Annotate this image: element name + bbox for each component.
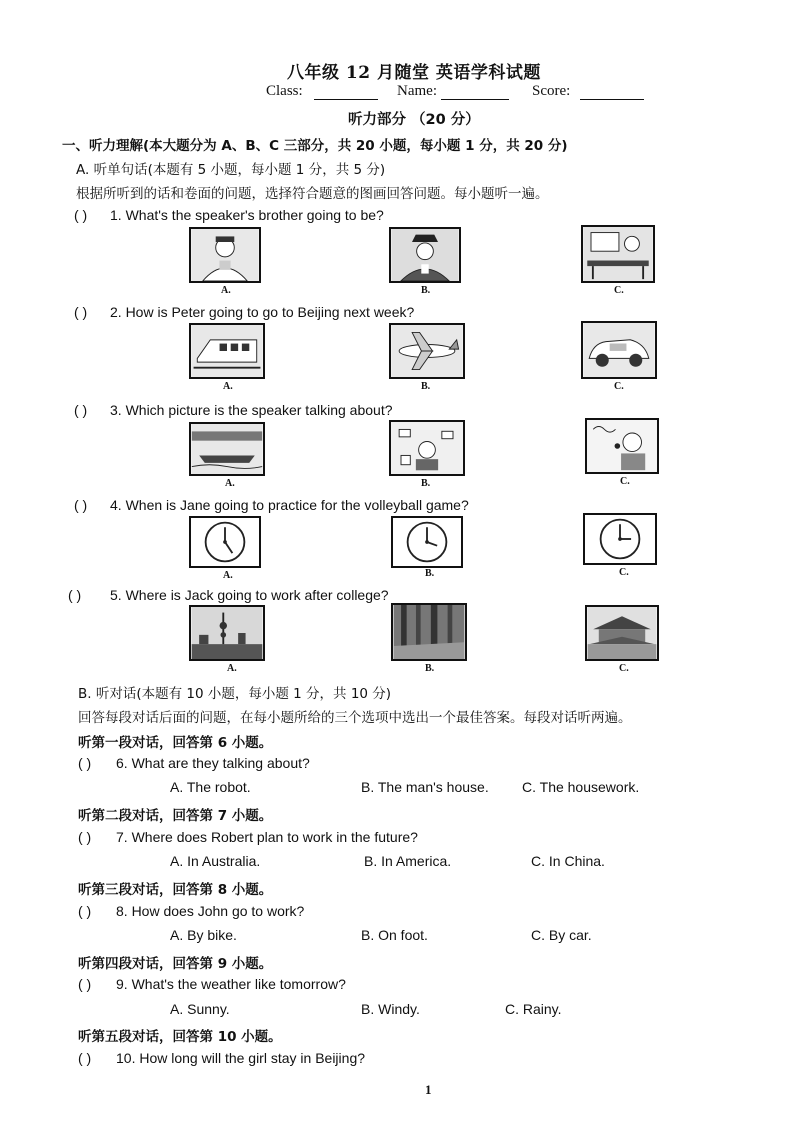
class-blank[interactable] (314, 85, 378, 100)
page-number: 1 (425, 1082, 432, 1097)
option-a[interactable]: A. By bike. (170, 927, 237, 943)
clock-picture[interactable] (391, 516, 463, 568)
option-label-a: A. (225, 478, 235, 489)
option-c[interactable]: C. Rainy. (505, 1001, 562, 1017)
option-label-a: A. (223, 381, 233, 392)
option-label-c: C. (620, 476, 630, 487)
train-picture[interactable] (189, 323, 265, 379)
clock-picture[interactable] (583, 513, 657, 565)
option-label-a: A. (223, 570, 233, 581)
part-b-instruction: 回答每段对话后面的问题，在每小题所给的三个选项中选出一个最佳答案。每段对话听两遍。 (78, 710, 632, 726)
option-label-c: C. (614, 381, 624, 392)
dialogue-intro: 听第一段对话，回答第 6 小题。 (78, 735, 273, 751)
question-6: 6. What are they talking about? (116, 755, 310, 771)
car-picture[interactable] (581, 321, 657, 379)
option-label-b: B. (421, 381, 431, 392)
boat-on-river-picture[interactable] (189, 422, 265, 476)
option-b[interactable]: B. The man's house. (361, 779, 489, 795)
child-singing-picture[interactable] (585, 418, 659, 474)
option-label-c: C. (614, 285, 624, 296)
score-field (532, 83, 644, 100)
dialogue-intro: 听第四段对话，回答第 9 小题。 (78, 956, 273, 972)
option-label-a: A. (221, 285, 231, 296)
question-10: 10. How long will the girl stay in Beijing? (116, 1050, 366, 1066)
option-a[interactable]: A. In Australia. (170, 853, 261, 869)
answer-blank[interactable]: ( ) (78, 976, 92, 992)
option-b[interactable]: B. On foot. (361, 927, 428, 943)
part-a-instruction: 根据所听到的话和卷面的问题，选择符合题意的图画回答问题。每小题听一遍。 (76, 186, 549, 202)
palace-picture[interactable] (585, 605, 659, 661)
option-a[interactable]: A. Sunny. (170, 1001, 230, 1017)
police-officer-picture[interactable] (389, 227, 461, 283)
question-8: 8. How does John go to work? (116, 903, 305, 919)
answer-blank[interactable]: ( ) (78, 755, 92, 771)
question-1: 1. What's the speaker's brother going to be? (110, 207, 384, 223)
dialogue-intro: 听第五段对话，回答第 10 小题。 (78, 1029, 282, 1045)
class-field (266, 83, 378, 100)
option-b[interactable]: B. In America. (364, 853, 452, 869)
question-7: 7. Where does Robert plan to work in the future? (116, 829, 418, 845)
child-with-books-picture[interactable] (389, 420, 465, 476)
option-label-b: B. (425, 568, 435, 579)
name-label: Name: (397, 83, 437, 99)
option-label-c: C. (619, 567, 629, 578)
option-c[interactable]: C. The housework. (522, 779, 640, 795)
name-field (397, 83, 509, 100)
answer-blank[interactable]: ( ) (78, 1050, 92, 1066)
answer-blank[interactable]: ( ) (74, 304, 88, 320)
answer-blank[interactable]: ( ) (78, 829, 92, 845)
part-b-heading: B. 听对话(本题有 10 小题，每小题 1 分，共 10 分) (78, 686, 392, 702)
doctor-picture[interactable] (189, 227, 261, 283)
question-9: 9. What's the weather like tomorrow? (116, 976, 346, 992)
answer-blank[interactable]: ( ) (74, 402, 88, 418)
question-2: 2. How is Peter going to go to Beijing next week? (110, 304, 415, 320)
question-4: 4. When is Jane going to practice for the volleyball game? (110, 497, 469, 513)
dialogue-intro: 听第二段对话，回答第 7 小题。 (78, 808, 273, 824)
name-blank[interactable] (441, 85, 509, 100)
option-label-b: B. (421, 478, 431, 489)
score-blank[interactable] (580, 85, 644, 100)
section-title: 听力部分 （20 分） (348, 112, 480, 128)
clock-picture[interactable] (189, 516, 261, 568)
answer-blank[interactable]: ( ) (74, 497, 88, 513)
option-label-b: B. (425, 663, 435, 674)
city-tower-picture[interactable] (189, 605, 265, 661)
option-b[interactable]: B. Windy. (361, 1001, 420, 1017)
airplane-picture[interactable] (389, 323, 465, 379)
option-label-b: B. (421, 285, 431, 296)
exam-title: 八年级 12 月随堂 英语学科试题 (287, 63, 541, 83)
dialogue-intro: 听第三段对话，回答第 8 小题。 (78, 882, 273, 898)
class-label: Class: (266, 83, 303, 99)
question-5: 5. Where is Jack going to work after college? (110, 587, 389, 603)
question-3: 3. Which picture is the speaker talking about? (110, 402, 393, 418)
option-c[interactable]: C. By car. (531, 927, 592, 943)
part1-heading: 一、听力理解(本大题分为 A、B、C 三部分，共 20 小题，每小题 1 分，共 20 分) (62, 138, 568, 154)
answer-blank[interactable]: ( ) (74, 207, 88, 223)
option-c[interactable]: C. In China. (531, 853, 605, 869)
part-a-heading: A. 听单句话(本题有 5 小题，每小题 1 分，共 5 分) (76, 162, 386, 178)
option-a[interactable]: A. The robot. (170, 779, 251, 795)
option-label-c: C. (619, 663, 629, 674)
option-label-a: A. (227, 663, 237, 674)
answer-blank[interactable]: ( ) (68, 587, 82, 603)
score-label: Score: (532, 83, 571, 99)
answer-blank[interactable]: ( ) (78, 903, 92, 919)
teacher-at-desk-picture[interactable] (581, 225, 655, 283)
forest-picture[interactable] (391, 603, 467, 661)
